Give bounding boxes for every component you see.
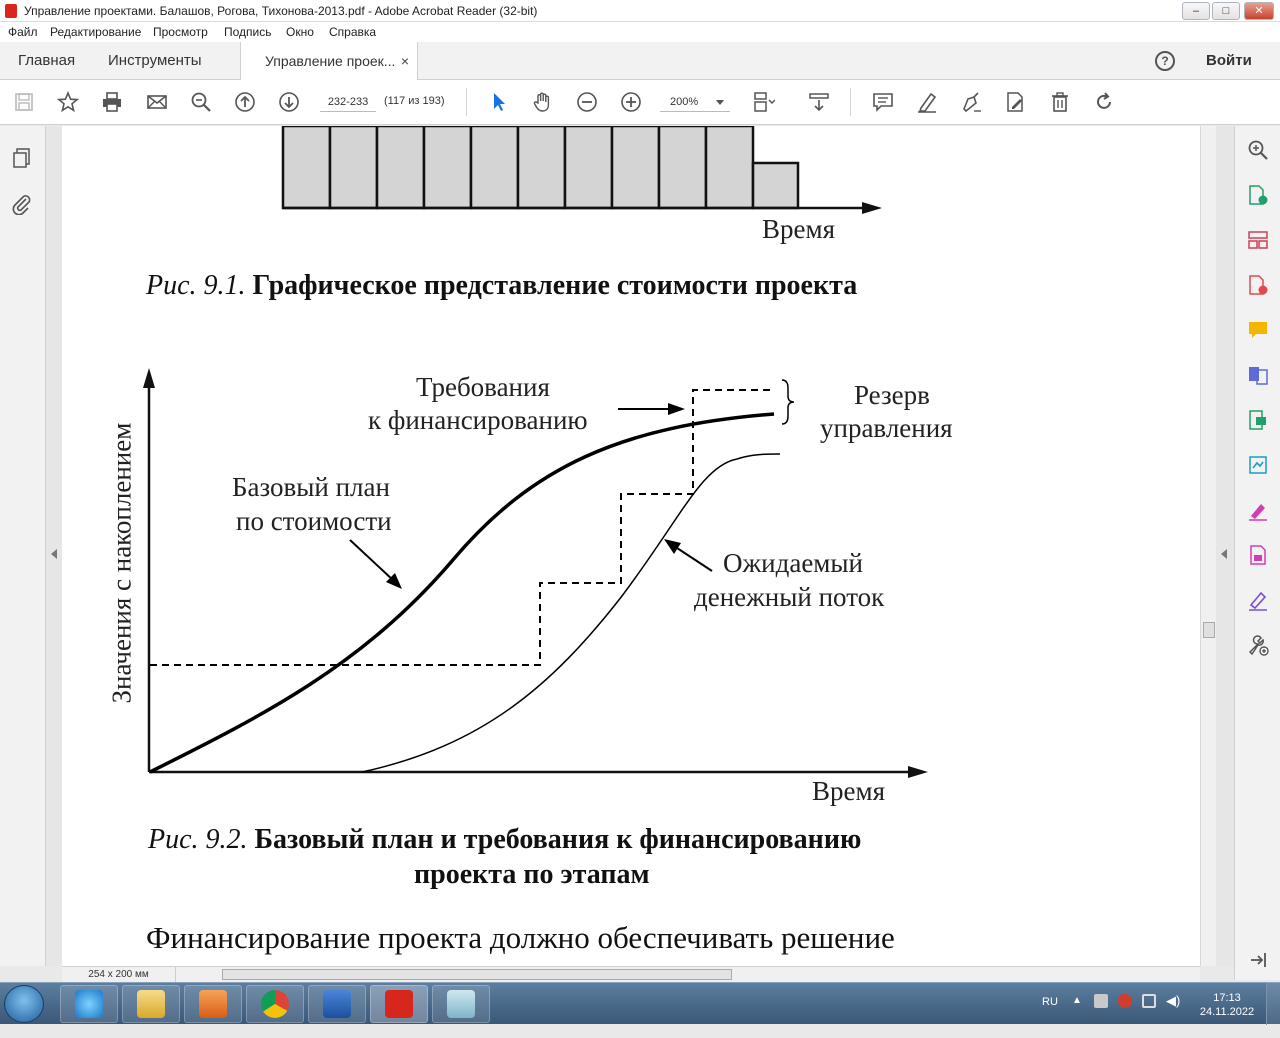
help-icon[interactable]: ? — [1155, 51, 1175, 71]
fig2-caption-line-1 — [148, 824, 861, 856]
vertical-scrollbar[interactable] — [1200, 126, 1216, 966]
fig2-cashflow-label-2: денежный поток — [694, 582, 885, 612]
zoom-in-icon[interactable] — [619, 90, 643, 114]
rotate-icon[interactable] — [1092, 90, 1116, 114]
fig2-baseline-curve — [150, 414, 774, 772]
menu-help[interactable]: Справка — [329, 25, 377, 39]
horizontal-scroll-thumb[interactable] — [222, 969, 732, 980]
menu-bar — [0, 22, 1280, 42]
fig2-baseline-label-1: Базовый план — [232, 472, 390, 502]
attachments-paperclip-icon[interactable] — [10, 192, 34, 216]
zoom-search-icon[interactable] — [1246, 138, 1270, 162]
highlight-pen-icon[interactable] — [915, 90, 939, 114]
previous-page-icon[interactable] — [233, 90, 257, 114]
combine-files-icon[interactable] — [1246, 363, 1270, 387]
page-thumbnails-icon[interactable] — [10, 146, 34, 170]
system-clock[interactable] — [1196, 991, 1258, 1019]
select-cursor-icon[interactable] — [487, 90, 511, 114]
fig2-reserve-label-1: Резерв — [854, 380, 930, 410]
compress-pdf-icon[interactable] — [1246, 408, 1270, 432]
left-panel-collapse-strip[interactable] — [46, 126, 62, 966]
sign-pen-icon[interactable] — [959, 90, 983, 114]
page-count: (117 из 193) — [384, 95, 445, 107]
export-pdf-icon[interactable] — [1246, 183, 1270, 207]
tab-close-icon[interactable]: × — [400, 53, 409, 69]
print-icon[interactable] — [100, 90, 124, 114]
email-icon[interactable] — [145, 90, 169, 114]
body-paragraph: Финансирование проекта должно обеспечивать решение — [146, 920, 895, 955]
more-tools-icon[interactable] — [1246, 633, 1270, 657]
taskbar-acrobat[interactable] — [370, 985, 428, 1023]
menu-file[interactable]: Файл — [8, 25, 38, 39]
delete-icon[interactable] — [1048, 90, 1072, 114]
acrobat-icon — [385, 990, 413, 1018]
next-page-icon[interactable] — [277, 90, 301, 114]
expand-panel-icon[interactable] — [1246, 948, 1270, 972]
clock-time: 17:13 — [1213, 992, 1241, 1004]
page-number-input[interactable]: 232-233 — [320, 92, 376, 112]
media-player-icon — [199, 990, 227, 1018]
fig2-baseline-label-2: по стоимости — [236, 506, 392, 536]
right-panel-collapse-strip[interactable] — [1216, 126, 1234, 966]
taskbar-app[interactable] — [432, 985, 490, 1023]
fig1-bars — [283, 126, 798, 208]
organize-pages-icon[interactable] — [1246, 228, 1270, 252]
toolbar-divider — [466, 88, 467, 116]
close-window-button[interactable]: ✕ — [1244, 2, 1274, 20]
document-page — [62, 126, 1200, 966]
left-navigation-panel — [0, 126, 46, 966]
zoom-level-value: 200% — [670, 96, 699, 108]
fig1-caption-text: Графическое представление стоимости проекта — [252, 270, 858, 301]
fig2-x-axis-label: Время — [812, 776, 885, 806]
show-desktop-button[interactable] — [1266, 983, 1280, 1025]
fig1-caption-number: Рис. 9.1. — [146, 270, 246, 301]
fig2-caption-text-1: Базовый план и требования к финансированию — [254, 824, 862, 855]
fig2-funding-label-1: Требования — [416, 372, 550, 402]
tab-document-label: Управление проек... — [265, 53, 396, 69]
tab-document[interactable] — [240, 42, 418, 81]
toolbar-divider — [850, 88, 851, 116]
folder-icon — [137, 990, 165, 1018]
fig2-cashflow-arrow — [664, 539, 712, 571]
bookmark-star-icon[interactable] — [56, 90, 80, 114]
status-bar — [62, 966, 1200, 982]
fig2-baseline-arrow — [350, 540, 402, 589]
scan-enhance-icon[interactable] — [1246, 453, 1270, 477]
tray-expand-icon[interactable]: ▲ — [1072, 995, 1082, 1006]
fig2-funding-arrow — [618, 403, 685, 415]
collapse-right-icon[interactable] — [1221, 549, 1227, 559]
fig2-caption-line-2 — [414, 859, 650, 891]
start-button[interactable] — [4, 985, 44, 1023]
taskbar-chrome[interactable] — [246, 985, 304, 1023]
comment-tool-icon[interactable] — [1246, 318, 1270, 342]
taskbar-media-player[interactable] — [184, 985, 242, 1023]
windows-taskbar — [0, 982, 1280, 1024]
language-indicator[interactable]: RU — [1042, 996, 1058, 1008]
scroll-mode-icon[interactable] — [807, 90, 831, 114]
tray-alert-icon[interactable] — [1118, 994, 1132, 1008]
chevron-down-icon — [716, 100, 724, 105]
menu-edit[interactable]: Редактирование — [50, 25, 142, 39]
page-layout-icon[interactable] — [752, 90, 776, 114]
hand-tool-icon[interactable] — [531, 90, 555, 114]
volume-icon[interactable]: ◀) — [1166, 993, 1181, 1008]
fig2-funding-label-2: к финансированию — [368, 405, 588, 435]
network-icon[interactable] — [1142, 994, 1156, 1008]
tray-flag-icon[interactable] — [1094, 994, 1108, 1008]
menu-window[interactable]: Окно — [286, 25, 314, 39]
comment-icon[interactable] — [871, 90, 895, 114]
page-size-indicator: 254 x 200 мм — [62, 967, 176, 982]
fig2-y-axis-label: Значения с накоплением — [106, 422, 137, 704]
fig2-reserve-brace — [782, 380, 794, 424]
collapse-left-icon[interactable] — [51, 549, 57, 559]
fig2-reserve-label-2: управления — [820, 413, 953, 443]
fig2-caption-text-2: проекта по этапам — [414, 859, 650, 890]
zoom-out-icon[interactable] — [575, 90, 599, 114]
word-icon — [323, 990, 351, 1018]
taskbar-word[interactable] — [308, 985, 366, 1023]
menu-view[interactable]: Просмотр — [153, 25, 208, 39]
right-tools-panel — [1234, 126, 1280, 980]
request-signature-icon[interactable] — [1246, 588, 1270, 612]
maximize-button[interactable]: □ — [1212, 2, 1240, 20]
edit-pdf-icon[interactable] — [1003, 90, 1027, 114]
app-icon — [447, 990, 475, 1018]
taskbar-explorer[interactable] — [122, 985, 180, 1023]
menu-sign[interactable]: Подпись — [224, 25, 272, 39]
fill-sign-icon[interactable] — [1246, 498, 1270, 522]
vertical-scroll-thumb[interactable] — [1203, 622, 1215, 638]
clock-date: 24.11.2022 — [1199, 1006, 1255, 1018]
save-icon[interactable] — [12, 90, 36, 114]
tab-bar — [0, 42, 1280, 80]
title-bar — [0, 0, 1280, 22]
internet-explorer-icon — [75, 990, 103, 1018]
toolbar — [0, 80, 1280, 125]
acrobat-app-icon — [5, 4, 17, 18]
zoom-level-select[interactable] — [660, 92, 730, 112]
tab-home[interactable]: Главная — [18, 52, 76, 69]
tab-tools[interactable]: Инструменты — [108, 52, 202, 69]
minimize-button[interactable]: – — [1182, 2, 1210, 20]
sign-in-button[interactable]: Войти — [1206, 52, 1252, 69]
fig1-x-axis-label: Время — [762, 214, 835, 244]
fig2-cashflow-curve — [362, 454, 780, 772]
protect-pdf-icon[interactable] — [1246, 543, 1270, 567]
search-zoom-icon[interactable] — [189, 90, 213, 114]
create-pdf-icon[interactable] — [1246, 273, 1270, 297]
taskbar-ie[interactable] — [60, 985, 118, 1023]
fig2-caption-number: Рис. 9.2. — [148, 824, 248, 855]
fig2-cashflow-label-1: Ожидаемый — [723, 548, 863, 578]
fig1-caption — [146, 270, 857, 302]
window-title: Управление проектами. Балашов, Рогова, Тихонова-2013.pdf - Adobe Acrobat Reader (32-bit) — [24, 4, 538, 18]
chrome-icon — [261, 990, 289, 1018]
